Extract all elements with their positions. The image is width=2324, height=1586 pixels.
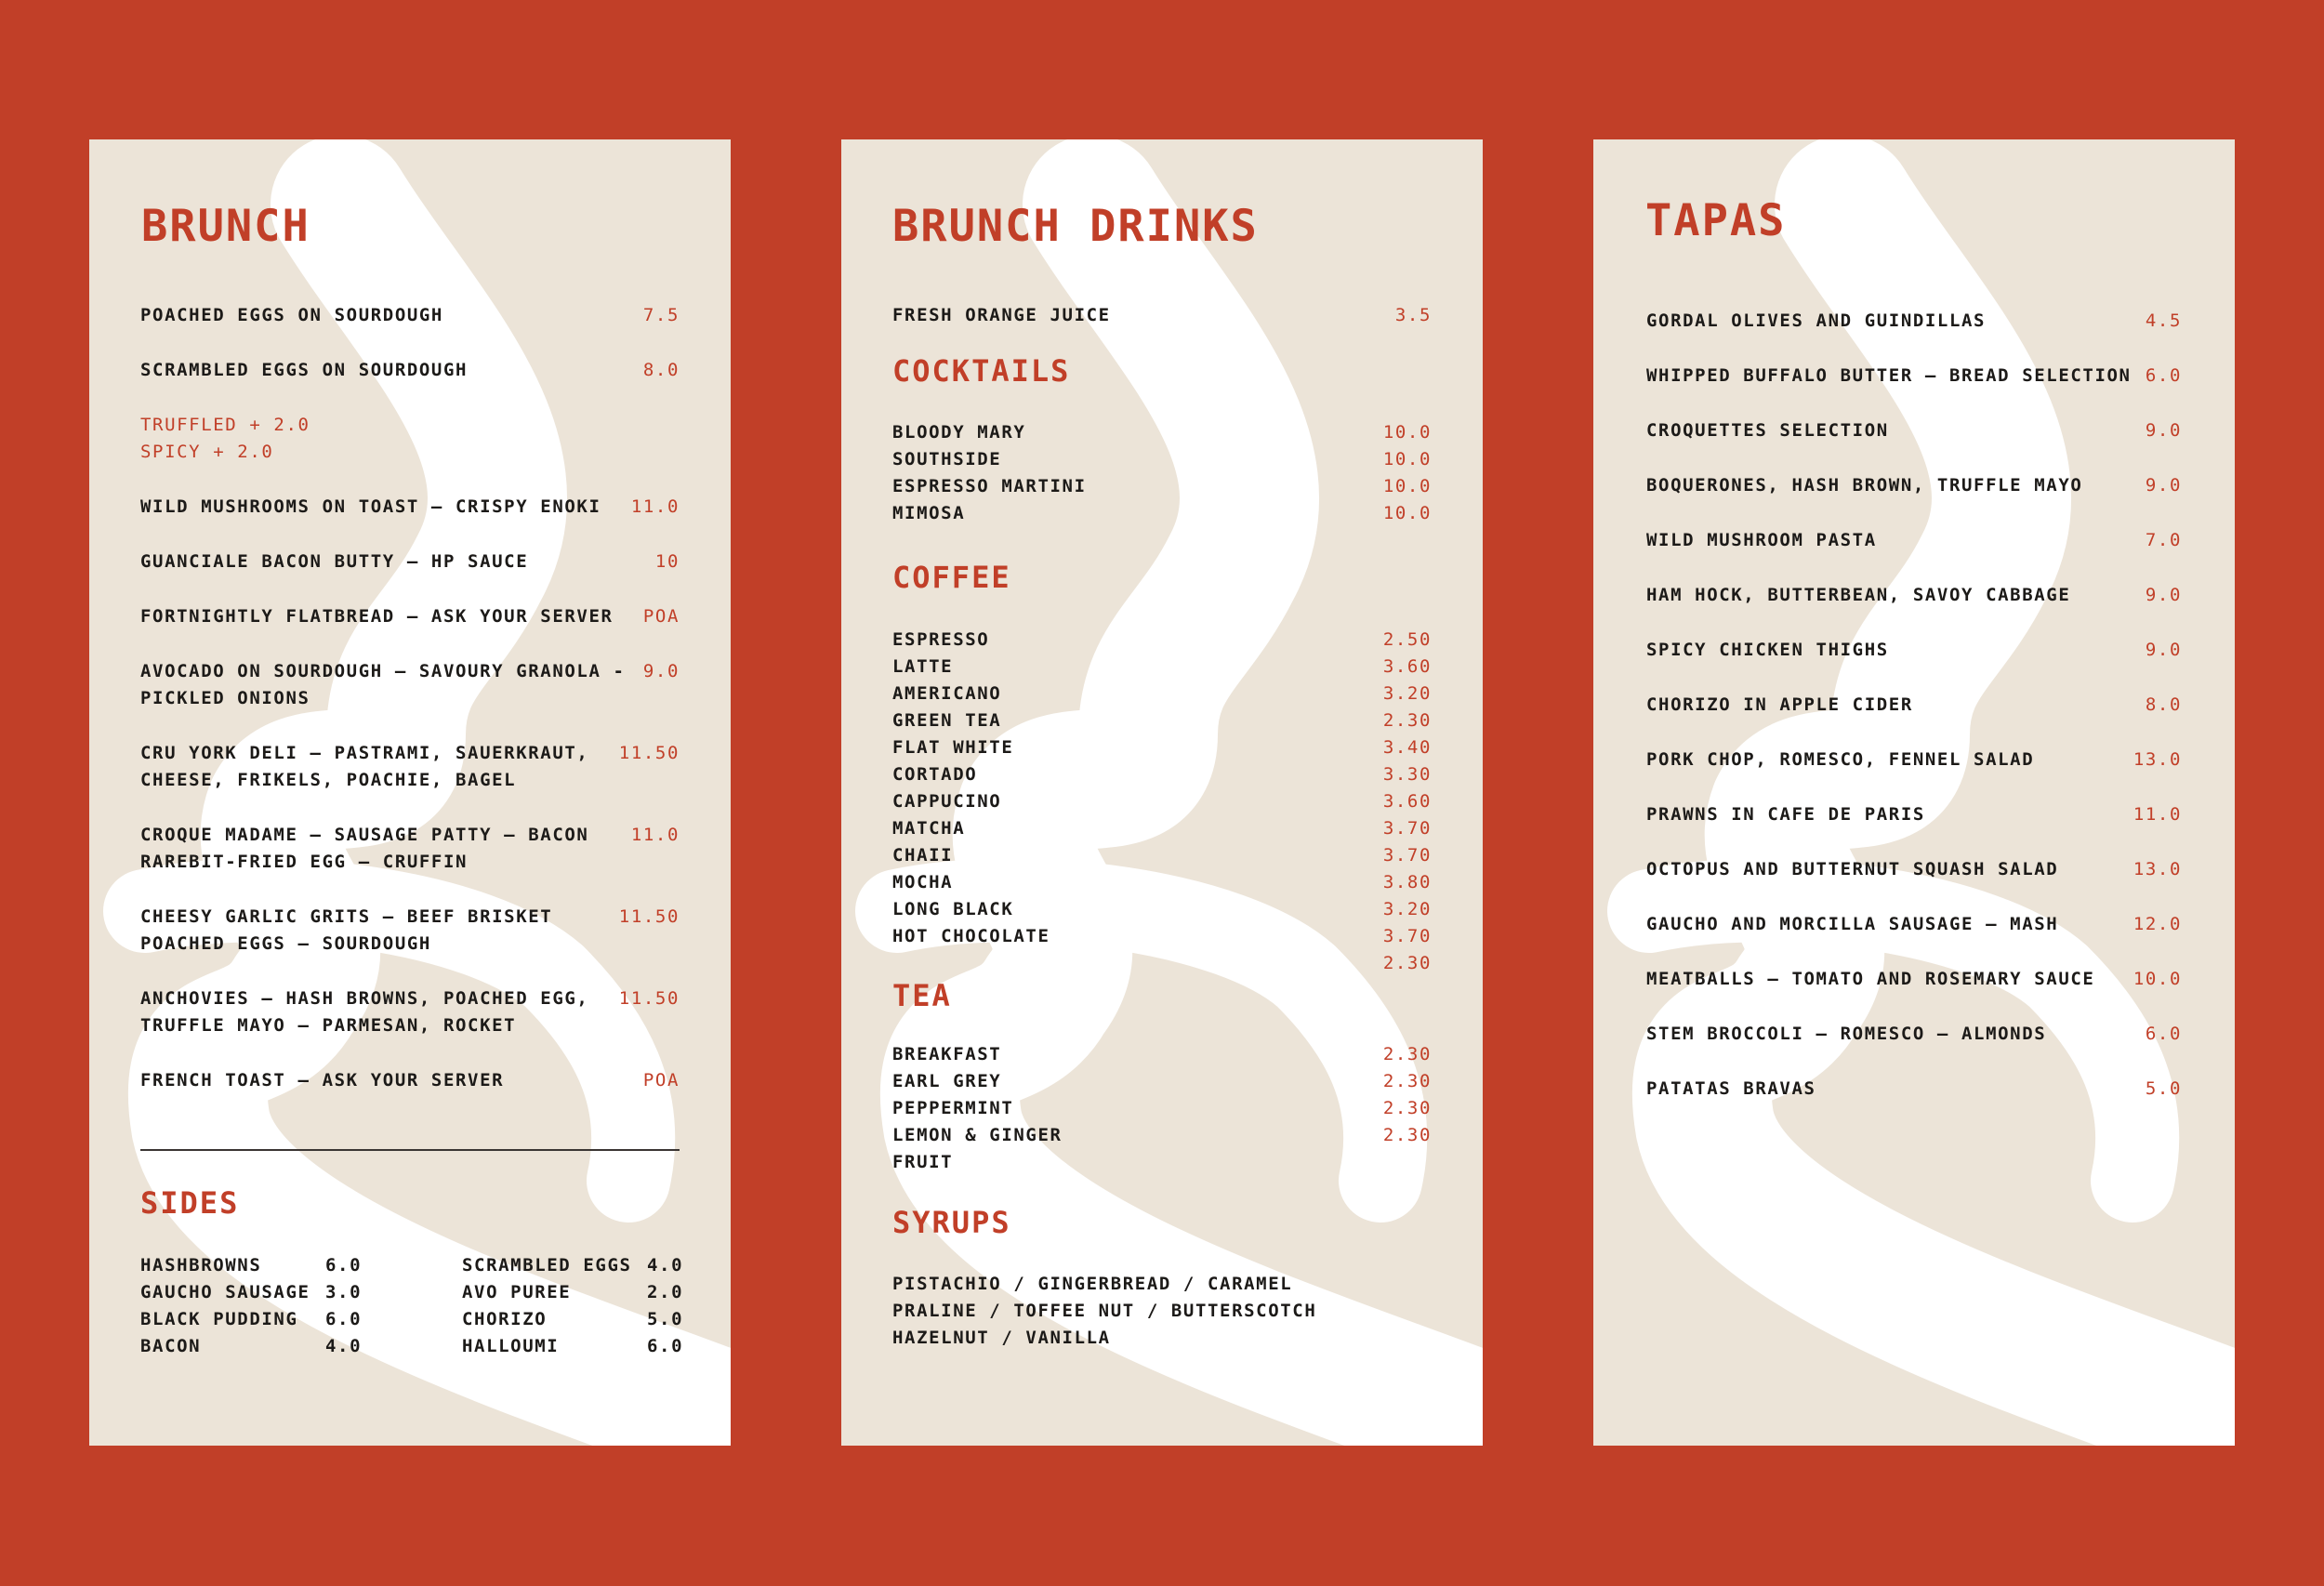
menu-item-name: BLOODY MARY	[892, 422, 1026, 443]
menu-item-name: MEATBALLS – TOMATO AND ROSEMARY SAUCE	[1646, 969, 2095, 989]
side-price: 5.0	[647, 1309, 684, 1329]
side-name: BLACK PUDDING	[140, 1309, 298, 1329]
menu-item-name: OCTOPUS AND BUTTERNUT SQUASH SALAD	[1646, 859, 2059, 879]
menu-item-name: FRESH ORANGE JUICE	[892, 305, 1111, 325]
menu-item-name: MIMOSA	[892, 503, 966, 523]
menu-item-price: 11.50	[618, 906, 680, 927]
menu-item-price: 2.30	[1382, 953, 1432, 973]
menu-item-price: 10.0	[1382, 503, 1432, 523]
menu-item-name: CROQUE MADAME – SAUSAGE PATTY – BACON	[140, 825, 589, 845]
menu-item-price: 11.0	[2133, 804, 2182, 825]
menu-item-name: STEM BROCCOLI – ROMESCO – ALMONDS	[1646, 1024, 2047, 1044]
menu-item-name: HAM HOCK, BUTTERBEAN, SAVOY CABBAGE	[1646, 585, 2071, 605]
menu-item-name-cont: CHEESE, FRIKELS, POACHIE, BAGEL	[140, 770, 517, 790]
menu-item-name: AVOCADO ON SOURDOUGH – SAVOURY GRANOLA -	[140, 661, 626, 681]
menu-item-price: 7.0	[2145, 530, 2182, 550]
menu-item-price: 13.0	[2133, 749, 2182, 770]
side-price: 6.0	[325, 1255, 363, 1275]
side-price: 4.0	[325, 1336, 363, 1356]
menu-item-name: CROQUETTES SELECTION	[1646, 420, 1889, 441]
menu-item-name: ANCHOVIES – HASH BROWNS, POACHED EGG,	[140, 988, 589, 1009]
menu-item-price: 9.0	[2145, 640, 2182, 660]
menu-item-price: POA	[642, 1070, 680, 1090]
menu-item-price: 9.0	[2145, 475, 2182, 496]
menu-item-price: 7.5	[642, 305, 680, 325]
menu-item-name: POACHED EGGS ON SOURDOUGH	[140, 305, 443, 325]
menu-item-name: PEPPERMINT	[892, 1098, 1014, 1118]
coffee-title: COFFEE	[892, 560, 1011, 595]
side-name: HALLOUMI	[462, 1336, 560, 1356]
menu-item-name-cont: RAREBIT-FRIED EGG – CRUFFIN	[140, 852, 469, 872]
syrup-line: PISTACHIO / GINGERBREAD / CARAMEL	[892, 1274, 1293, 1294]
menu-item-price: 11.0	[630, 825, 680, 845]
menu-item-price: 9.0	[2145, 420, 2182, 441]
menu-item-price: 3.70	[1382, 818, 1432, 839]
menu-item-price: 10.0	[1382, 449, 1432, 469]
brunch-drinks-title: BRUNCH DRINKS	[892, 201, 1259, 252]
menu-item-name: SPICY CHICKEN THIGHS	[1646, 640, 1889, 660]
menu-item-price: POA	[642, 606, 680, 627]
menu-item-price: 10.0	[1382, 422, 1432, 443]
menu-item-price: 3.30	[1382, 764, 1432, 785]
cocktails-title: COCKTAILS	[892, 353, 1071, 389]
menu-item-name: WILD MUSHROOM PASTA	[1646, 530, 1877, 550]
tapas-menu-card	[1593, 139, 2235, 1446]
menu-item-price: 3.80	[1382, 872, 1432, 892]
menu-item-price: 2.30	[1382, 1125, 1432, 1145]
extra-option: SPICY + 2.0	[140, 442, 274, 462]
menu-item-name: PORK CHOP, ROMESCO, FENNEL SALAD	[1646, 749, 2035, 770]
menu-item-name: EARL GREY	[892, 1071, 1002, 1091]
menu-item-name-cont: PICKLED ONIONS	[140, 688, 310, 708]
menu-item-name: CHEESY GARLIC GRITS – BEEF BRISKET	[140, 906, 553, 927]
menu-item-price: 6.0	[2145, 365, 2182, 386]
menu-item-price: 2.30	[1382, 1044, 1432, 1064]
menu-item-price: 11.0	[630, 496, 680, 517]
brunch-drinks-menu-card	[841, 139, 1483, 1446]
menu-item-name: MOCHA	[892, 872, 954, 892]
menu-item-price: 8.0	[642, 360, 680, 380]
side-name: BACON	[140, 1336, 202, 1356]
menu-item-price: 5.0	[2145, 1078, 2182, 1099]
brunch-menu-card	[89, 139, 731, 1446]
menu-item-price: 2.50	[1382, 629, 1432, 650]
menu-item-name: CAPPUCINO	[892, 791, 1002, 812]
menu-item-name: WILD MUSHROOMS ON TOAST – CRISPY ENOKI	[140, 496, 601, 517]
menu-item-name: LEMON & GINGER	[892, 1125, 1063, 1145]
menu-item-name: SOUTHSIDE	[892, 449, 1002, 469]
syrups-title: SYRUPS	[892, 1205, 1011, 1240]
menu-item-price: 13.0	[2133, 859, 2182, 879]
menu-item-price: 11.50	[618, 988, 680, 1009]
menu-item-name: GORDAL OLIVES AND GUINDILLAS	[1646, 311, 1987, 331]
menu-item-price: 11.50	[618, 743, 680, 763]
menu-item-price: 2.30	[1382, 710, 1432, 731]
menu-item-name: FRUIT	[892, 1152, 954, 1172]
menu-item-price: 3.70	[1382, 926, 1432, 946]
menu-item-price: 3.60	[1382, 656, 1432, 677]
menu-item-price: 6.0	[2145, 1024, 2182, 1044]
menu-item-price: 3.5	[1394, 305, 1432, 325]
menu-item-price: 10.0	[1382, 476, 1432, 496]
menu-item-name: WHIPPED BUFFALO BUTTER – BREAD SELECTION	[1646, 365, 2132, 386]
side-price: 4.0	[647, 1255, 684, 1275]
menu-item-price: 3.70	[1382, 845, 1432, 866]
menu-item-price: 10.0	[2133, 969, 2182, 989]
side-price: 6.0	[325, 1309, 363, 1329]
menu-item-name: BREAKFAST	[892, 1044, 1002, 1064]
sides-title: SIDES	[140, 1185, 240, 1221]
menu-item-name-cont: TRUFFLE MAYO – PARMESAN, ROCKET	[140, 1015, 517, 1036]
menu-item-price: 3.20	[1382, 683, 1432, 704]
menu-item-name: ESPRESSO MARTINI	[892, 476, 1087, 496]
menu-item-price: 2.30	[1382, 1071, 1432, 1091]
menu-item-name: LONG BLACK	[892, 899, 1014, 919]
menu-item-price: 12.0	[2133, 914, 2182, 934]
menu-item-name: SCRAMBLED EGGS ON SOURDOUGH	[140, 360, 469, 380]
menu-item-name: GUANCIALE BACON BUTTY – HP SAUCE	[140, 551, 529, 572]
side-name: AVO PUREE	[462, 1282, 572, 1302]
menu-item-name: LATTE	[892, 656, 954, 677]
section-divider	[140, 1149, 680, 1151]
menu-item-price: 9.0	[642, 661, 680, 681]
side-name: HASHBROWNS	[140, 1255, 262, 1275]
side-name: GAUCHO SAUSAGE	[140, 1282, 310, 1302]
side-price: 2.0	[647, 1282, 684, 1302]
menu-item-price: 10	[654, 551, 680, 572]
side-name: CHORIZO	[462, 1309, 548, 1329]
menu-item-name: MATCHA	[892, 818, 966, 839]
menu-item-name-cont: POACHED EGGS – SOURDOUGH	[140, 933, 431, 954]
menu-item-name: HOT CHOCOLATE	[892, 926, 1050, 946]
side-price: 6.0	[647, 1336, 684, 1356]
menu-item-name: GAUCHO AND MORCILLA SAUSAGE – MASH	[1646, 914, 2059, 934]
menu-item-price: 9.0	[2145, 585, 2182, 605]
side-name: SCRAMBLED EGGS	[462, 1255, 632, 1275]
menu-item-price: 3.40	[1382, 737, 1432, 758]
menu-item-name: AMERICANO	[892, 683, 1002, 704]
menu-item-name: PATATAS BRAVAS	[1646, 1078, 1816, 1099]
menu-item-price: 3.60	[1382, 791, 1432, 812]
menu-item-price: 4.5	[2145, 311, 2182, 331]
tea-title: TEA	[892, 978, 952, 1013]
brunch-title: BRUNCH	[141, 201, 310, 252]
menu-item-name: CHORIZO IN APPLE CIDER	[1646, 694, 1913, 715]
menu-item-name: GREEN TEA	[892, 710, 1002, 731]
menu-item-name: FRENCH TOAST – ASK YOUR SERVER	[140, 1070, 505, 1090]
menu-item-name: CRU YORK DELI – PASTRAMI, SAUERKRAUT,	[140, 743, 589, 763]
menu-item-price: 3.20	[1382, 899, 1432, 919]
syrup-line: PRALINE / TOFFEE NUT / BUTTERSCOTCH	[892, 1301, 1317, 1321]
menu-item-name: BOQUERONES, HASH BROWN, TRUFFLE MAYO	[1646, 475, 2083, 496]
menu-item-name: CHAII	[892, 845, 954, 866]
syrup-line: HAZELNUT / VANILLA	[892, 1328, 1111, 1348]
menu-item-name: ESPRESSO	[892, 629, 990, 650]
menu-item-name: PRAWNS IN CAFE DE PARIS	[1646, 804, 1925, 825]
menu-item-price: 2.30	[1382, 1098, 1432, 1118]
menu-item-price: 8.0	[2145, 694, 2182, 715]
menu-item-name: FLAT WHITE	[892, 737, 1014, 758]
side-price: 3.0	[325, 1282, 363, 1302]
tapas-title: TAPAS	[1645, 195, 1787, 246]
extra-option: TRUFFLED + 2.0	[140, 415, 310, 435]
menu-item-name: CORTADO	[892, 764, 978, 785]
menu-item-name: FORTNIGHTLY FLATBREAD – ASK YOUR SERVER	[140, 606, 614, 627]
